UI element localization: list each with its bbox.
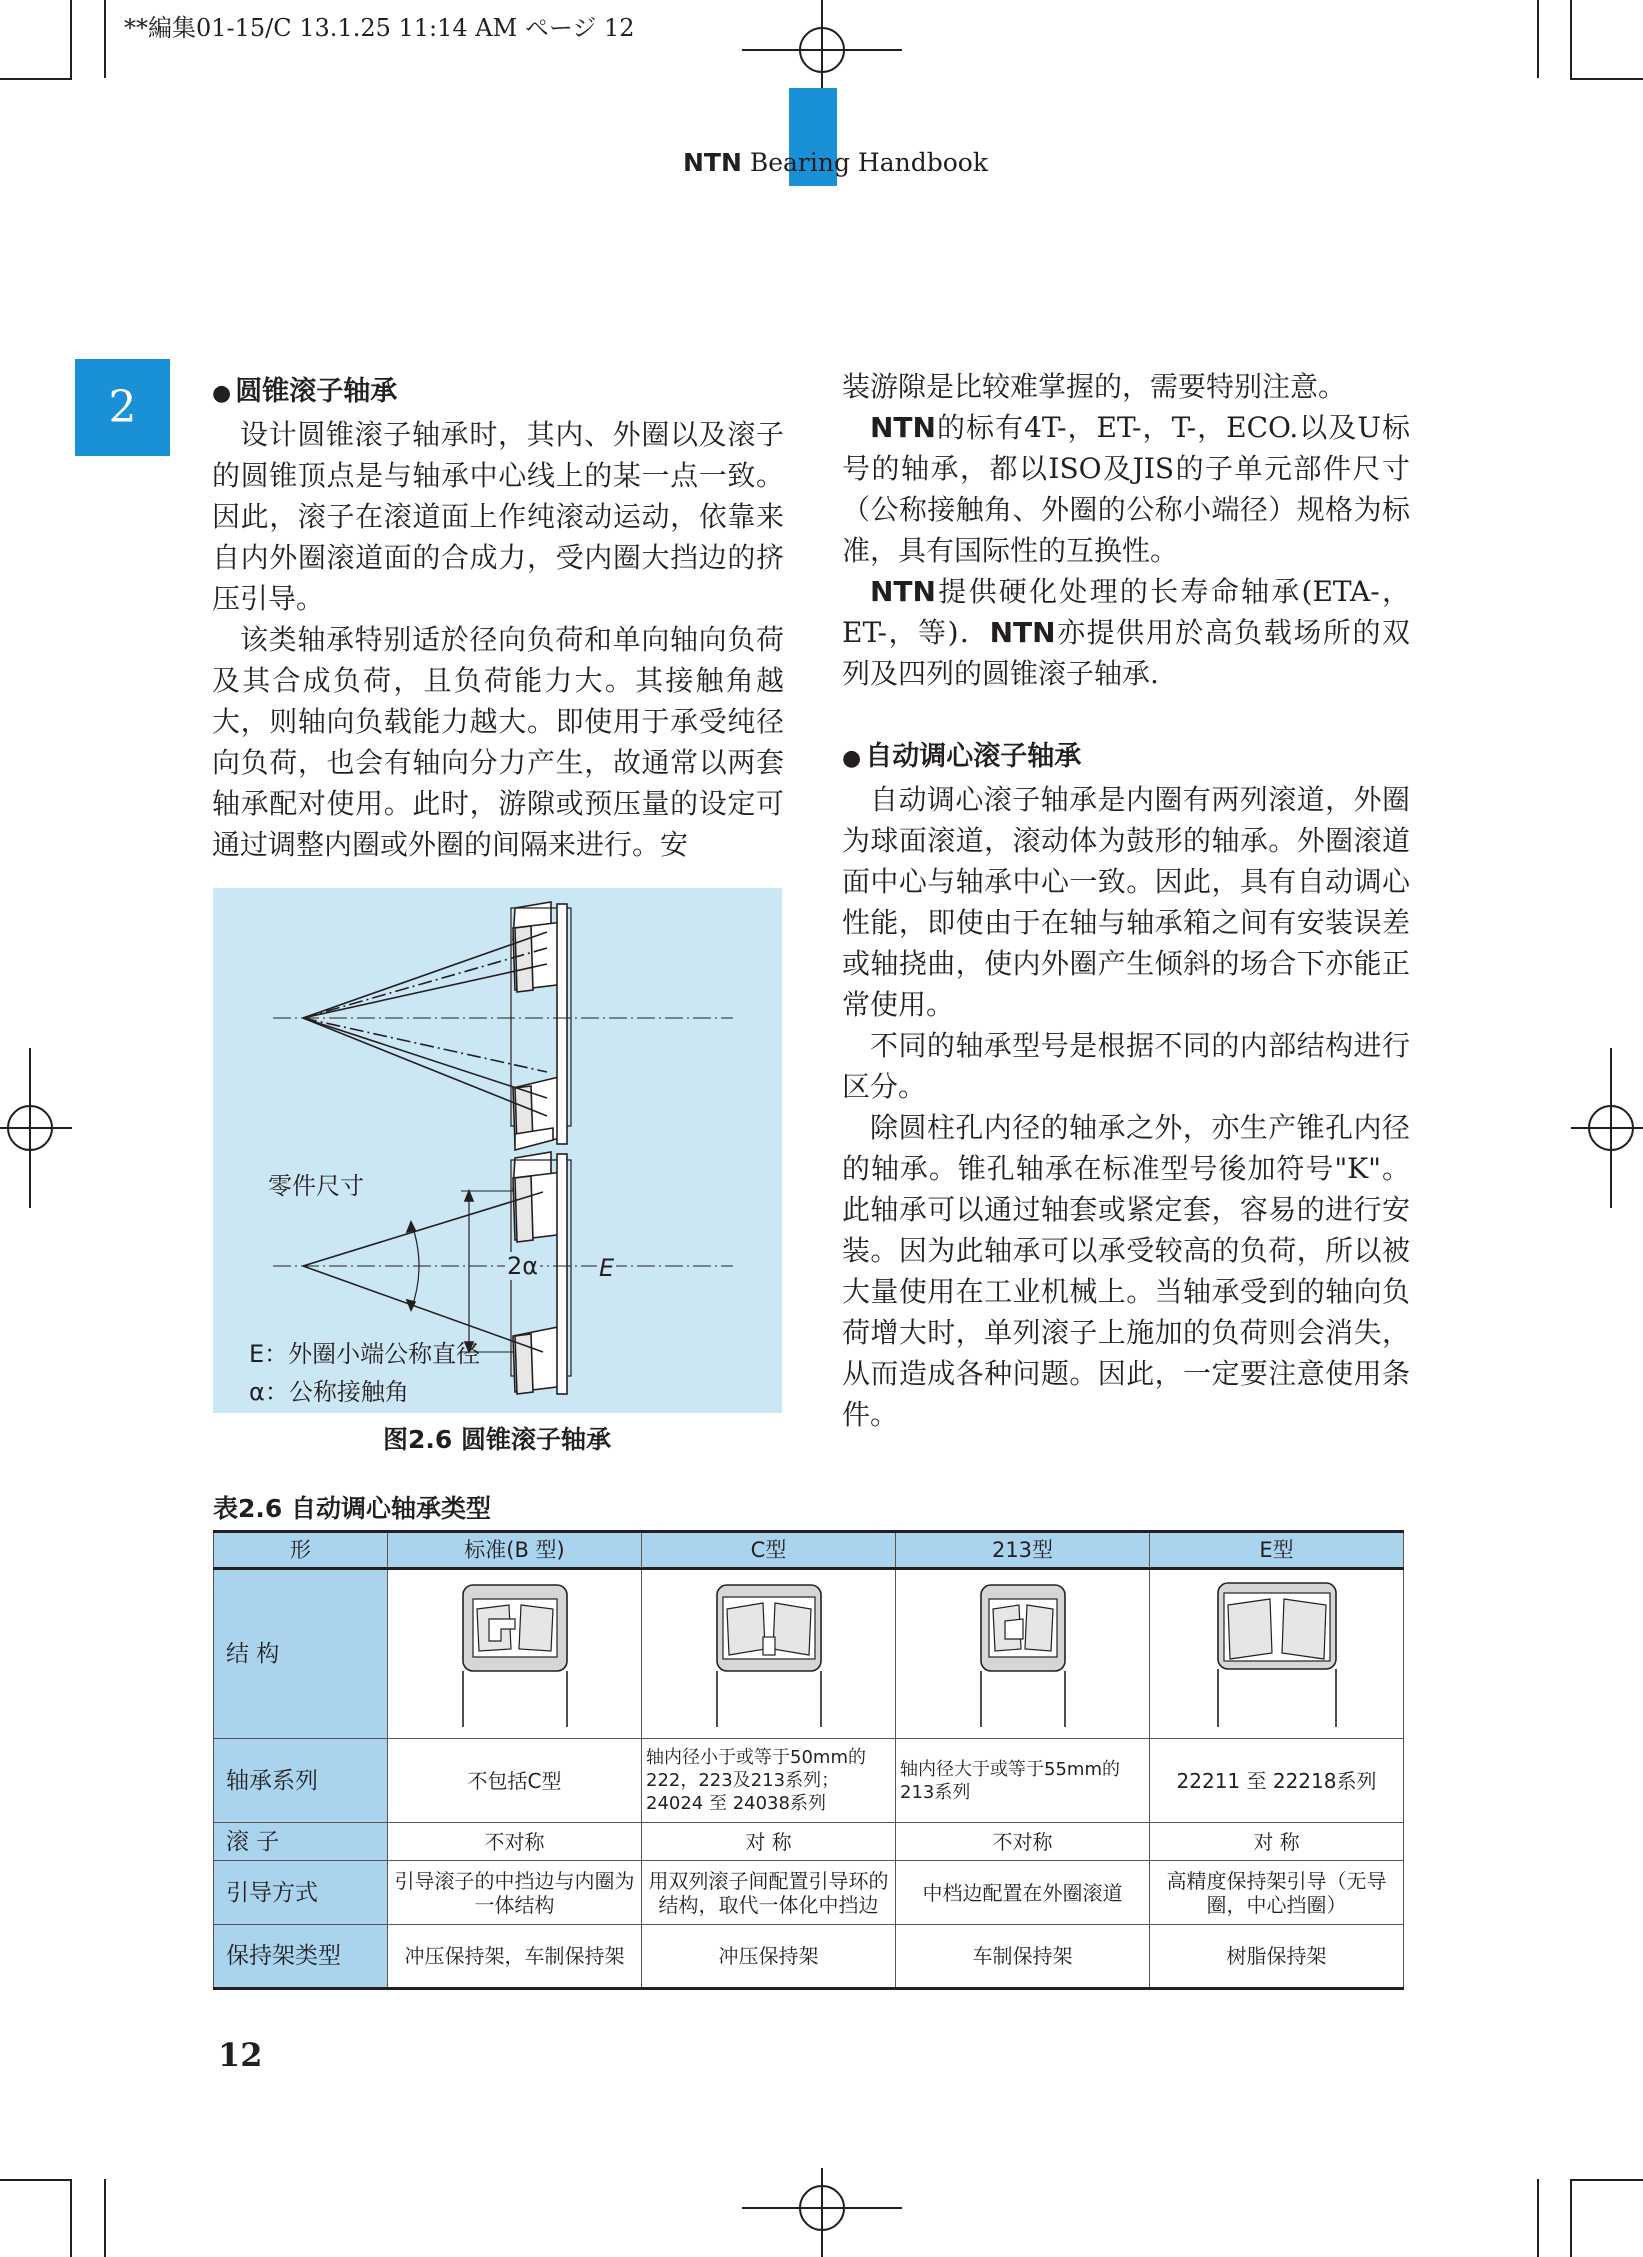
table-cell: 对 称 (1150, 1823, 1404, 1861)
paragraph: 自动调心滚子轴承是内圈有两列滚道，外圈为球面滚道，滚动体为鼓形的轴承。外圈滚道面中心与轴承中心一致。因此，具有自动调心性能，即使由于在轴与轴承箱之间有安装误差或轴挠曲，使内外圈产生倾斜的场合下亦能正常使用。 (842, 783, 1410, 1021)
bearing-section-c-icon (709, 1579, 829, 1729)
table-header-cell: C型 (642, 1532, 896, 1569)
figure-label-e: E (599, 1254, 615, 1282)
crop-mark (1537, 0, 1539, 78)
table-row (214, 1823, 1404, 1861)
paragraph-text: 的标有4T-，ET-，T-，ECO.以及U标号的轴承，都以ISO及JIS的子单元部件尺寸（公称接触角、外圈的公称小端径）规格为标准，具有国际性的互换性。 (842, 411, 1410, 567)
crop-mark (1570, 78, 1643, 80)
section-heading-tapered: ● 圆锥滚子轴承 (212, 371, 784, 414)
registration-mark-icon (742, 2168, 902, 2257)
table-row (214, 1569, 1404, 1739)
table-row (214, 1925, 1404, 1989)
table-header-row (214, 1532, 1404, 1569)
figure-label-part-dims: 零件尺寸 (268, 1172, 364, 1200)
figure-panel (213, 888, 782, 1413)
table-cell: 轴内径大于或等于55mm的213系列 (896, 1739, 1150, 1823)
structure-diagram-cell (642, 1569, 896, 1739)
figure-label-angle: 2α (507, 1252, 539, 1280)
row-label: 结 构 (214, 1569, 388, 1739)
row-label: 保持架类型 (214, 1925, 388, 1989)
paragraph: 不同的轴承型号是根据不同的内部结构进行区分。 (842, 1029, 1410, 1103)
crop-mark (1570, 0, 1572, 78)
row-label: 滚 子 (214, 1823, 388, 1861)
crop-mark (70, 0, 72, 78)
paragraph-text: 提供硬化处理的长寿命轴承(ETA-，ET-，等)． (842, 575, 1410, 649)
table-header-cell: 标准(B 型) (388, 1532, 642, 1569)
structure-diagram-cell (388, 1569, 642, 1739)
registration-mark-icon (0, 1048, 72, 1208)
bearing-section-213-icon (973, 1579, 1073, 1729)
row-label: 引导方式 (214, 1861, 388, 1925)
table-cell: 高精度保持架引导（无导圈，中心挡圈） (1150, 1861, 1404, 1925)
figure-caption: 图2.6 圆锥滚子轴承 (383, 1425, 611, 1454)
crop-mark (104, 2179, 106, 2257)
crop-mark (1570, 2179, 1572, 2257)
paragraph-text: 亦提供用於高负载场所的双列及四列的圆锥滚子轴承. (842, 616, 1410, 690)
page-number: 12 (218, 2036, 263, 2074)
structure-diagram-cell (1150, 1569, 1404, 1739)
table-cell: 不对称 (388, 1823, 642, 1861)
brand-text: NTN (989, 616, 1056, 649)
table-cell: 轴内径小于或等于50mm的222，223及213系列；24024 至 24038系列 (642, 1739, 896, 1823)
row-label: 轴承系列 (214, 1739, 388, 1823)
running-head-text: Bearing Handbook (741, 148, 988, 177)
bearing-section-b-icon (455, 1579, 575, 1729)
table-cell: 冲压保持架 (642, 1925, 896, 1989)
running-head-brand: NTN (683, 148, 742, 177)
table-cell: 对 称 (642, 1823, 896, 1861)
right-column (842, 366, 1410, 1435)
crop-mark (1570, 2179, 1643, 2181)
table-cell: 22211 至 22218系列 (1150, 1739, 1404, 1823)
registration-mark-icon (742, 0, 902, 90)
table-cell: 不包括C型 (388, 1739, 642, 1823)
structure-diagram-cell (896, 1569, 1150, 1739)
section-heading-spherical: ● 自动调心滚子轴承 (842, 736, 1410, 779)
crop-mark (0, 2179, 72, 2181)
table-cell: 用双列滚子间配置引导环的结构，取代一体化中挡边 (642, 1861, 896, 1925)
table-cell: 树脂保持架 (1150, 1925, 1404, 1989)
crop-mark (0, 78, 72, 80)
registration-mark-icon (1571, 1048, 1643, 1208)
bearing-type-table (213, 1530, 1404, 1990)
print-header: **編集01-15/C 13.1.25 11:14 AM ページ 12 (124, 14, 635, 42)
paragraph (842, 407, 1410, 571)
chapter-tab: 2 (75, 359, 170, 456)
running-head (683, 148, 988, 177)
table-header-cell: 213型 (896, 1532, 1150, 1569)
table-cell: 车制保持架 (896, 1925, 1150, 1989)
crop-mark (104, 0, 106, 78)
paragraph: 该类轴承特别适於径向负荷和单向轴向负荷及其合成负荷，且负荷能力大。其接触角越大，则轴向负载能力越大。即使用于承受纯径向负荷，也会有轴向分力产生，故通常以两套轴承配对使用。此时，游隙或预压量的设定可通过调整内圈或外圈的间隔来进行。安 (212, 623, 784, 861)
left-column (212, 371, 784, 865)
brand-text: NTN (870, 575, 936, 608)
brand-text: NTN (870, 411, 936, 444)
table-title: 表2.6 自动调心轴承类型 (213, 1494, 491, 1523)
table-row (214, 1861, 1404, 1925)
paragraph: 设计圆锥滚子轴承时，其内、外圈以及滚子的圆锥顶点是与轴承中心线上的某一点一致。因此，滚子在滚道面上作纯滚动运动，依靠来自内外圈滚道面的合成力，受内圈大挡边的挤压引导。 (212, 418, 784, 615)
figure-legend-e: E：外圈小端公称直径 (249, 1340, 481, 1368)
crop-mark (1537, 2179, 1539, 2257)
table-header-cell: E型 (1150, 1532, 1404, 1569)
crop-mark (70, 2179, 72, 2257)
table-cell: 引导滚子的中挡边与内圈为一体结构 (388, 1861, 642, 1925)
paragraph: 除圆柱孔内径的轴承之外，亦生产锥孔内径的轴承。锥孔轴承在标准型号後加符号"K"。此轴承可以通过轴套或紧定套，容易的进行安装。因为此轴承可以承受较高的负荷，所以被大量使用在工业机械上。当轴承受到的轴向负荷增大时，单列滚子上施加的负荷则会消失，从而造成各种问题。因此，一定要注意使用条件。 (842, 1111, 1410, 1431)
table-cell: 中档边配置在外圈滚道 (896, 1861, 1150, 1925)
table-row (214, 1739, 1404, 1823)
paragraph: 装游隙是比较难掌握的，需要特别注意。 (842, 370, 1347, 403)
figure-legend-alpha: α：公称接触角 (249, 1378, 409, 1406)
table-cell: 不对称 (896, 1823, 1150, 1861)
table-header-cell: 形 (214, 1532, 388, 1569)
table-cell: 冲压保持架，车制保持架 (388, 1925, 642, 1989)
bearing-section-e-icon (1212, 1579, 1342, 1729)
paragraph (842, 571, 1410, 694)
